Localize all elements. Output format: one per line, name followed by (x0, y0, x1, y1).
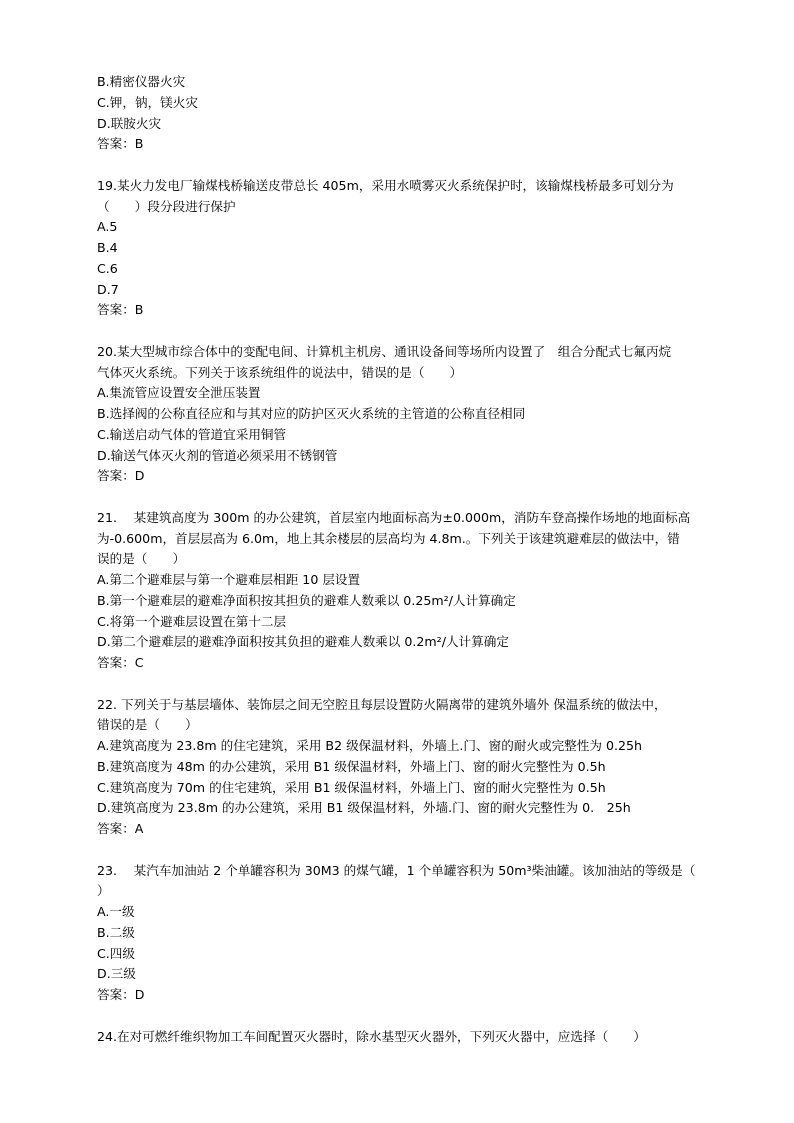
answer-option: A.集流管应设置安全泄压装置 (97, 385, 261, 401)
answer-option: D.建筑高度为 23.8m 的办公建筑，采用 B1 级保温材料，外墙.门、窗的耐火完整性为 0. 25h (97, 800, 631, 816)
answer-option: A.第二个避难层与第一个避难层相距 10 层设置 (97, 572, 361, 587)
answer-option: D.三级 (97, 966, 136, 982)
answer-option: B.第一个避难层的避难净面积按其担负的避难人数乘以 0.25m²/人计算确定 (97, 592, 516, 608)
answer-option: C.四级 (97, 945, 135, 961)
answer-option: C.6 (97, 260, 118, 276)
question-text: 22. 下列关于与基层墙体、装饰层之间无空腔且每层设置防火隔离带的建筑外墙外 保温系统的做法中， (97, 696, 667, 712)
question-text: 24.在对可燃纤维织物加工车间配置灭火器时，除水基型灭火器外，下列灭火器中，应选择（ ） (97, 1028, 646, 1044)
document-page (97, 72, 737, 1047)
spacer (97, 1006, 737, 1027)
spacer (97, 321, 737, 342)
question-block-q24 (97, 1027, 737, 1048)
question-text: 气体灭火系统。下列关于该系统组件的说法中，错误的是（ ） (97, 364, 463, 380)
question-text: （ ）段分段进行保护 (97, 198, 236, 214)
answer-option: D.7 (97, 281, 119, 297)
question-block-q22 (97, 695, 737, 840)
answer-option: A.建筑高度为 23.8m 的住宅建筑，采用 B2 级保温材料，外墙上.门、窗的耐火或完整性为 0.25h (97, 738, 642, 753)
question-text: ） (97, 883, 110, 899)
question-text: 23. 某汽车加油站 2 个单罐容积为 30M3 的煤气罐，1 个单罐容积为 50m³柴油罐。该加油站的等级是（ (97, 862, 696, 878)
question-block-q21 (97, 508, 737, 674)
spacer (97, 487, 737, 508)
answer-option: C.输送启动气体的管道宜采用铜管 (97, 426, 287, 442)
question-block-q18-tail (97, 72, 737, 155)
spacer (97, 840, 737, 861)
question-text: 19.某火力发电厂输煤栈桥输送皮带总长 405m，采用水喷雾灭火系统保护时，该输煤栈桥最多可划分为 (97, 177, 674, 193)
answer-option: A.5 (97, 219, 118, 235)
answer-option: A.一级 (97, 904, 135, 919)
question-block-q20 (97, 342, 737, 487)
answer-option: D.第二个避难层的避难净面积按其负担的避难人数乘以 0.2m²/人计算确定 (97, 634, 509, 650)
spacer (97, 155, 737, 176)
answer-option: D.输送气体灭火剂的管道必须采用不锈钢管 (97, 447, 338, 463)
answer-key: 答案：B (97, 136, 144, 152)
question-text: 21. 某建筑高度为 300m 的办公建筑，首层室内地面标高为±0.000m，消防车登高操作场地的地面标高 (97, 509, 691, 525)
answer-key: 答案：D (97, 468, 145, 484)
answer-key: 答案：C (97, 655, 144, 670)
answer-option: C.将第一个避难层设置在第十二层 (97, 613, 287, 629)
question-block-q19 (97, 176, 737, 321)
answer-option: D.联胺火灾 (97, 115, 162, 131)
question-text: 错误的是（ ） (97, 717, 198, 733)
question-text: 20.某大型城市综合体中的变配电间、计算机主机房、通讯设备间等场所内设置了 组合分配式七氟丙烷 (97, 343, 672, 359)
answer-option: B.4 (97, 240, 118, 255)
answer-option: B.精密仪器火灾 (97, 74, 186, 89)
answer-option: B.选择阀的公称直径应和与其对应的防护区灭火系统的主管道的公称直径相同 (97, 406, 526, 421)
spacer (97, 674, 737, 695)
answer-key: 答案：D (97, 987, 145, 1002)
answer-key: 答案：B (97, 302, 144, 318)
answer-option: B.二级 (97, 924, 135, 940)
question-block-q23 (97, 861, 737, 1006)
question-text: 误的是（ ） (97, 551, 186, 567)
answer-option: C.钾，钠，镁火灾 (97, 94, 198, 110)
question-text: 为-0.600m，首层层高为 6.0m，地上其余楼层的层高均为 4.8m.。下列关于该建筑避难层的做法中，错 (97, 530, 680, 546)
answer-option: B.建筑高度为 48m 的办公建筑，采用 B1 级保温材料，外墙上门、窗的耐火完整性为 0.5h (97, 758, 606, 774)
answer-key: 答案：A (97, 821, 144, 836)
answer-option: C.建筑高度为 70m 的住宅建筑，采用 B1 级保温材料，外墙上门、窗的耐火完整性为 0.5h (97, 779, 606, 795)
